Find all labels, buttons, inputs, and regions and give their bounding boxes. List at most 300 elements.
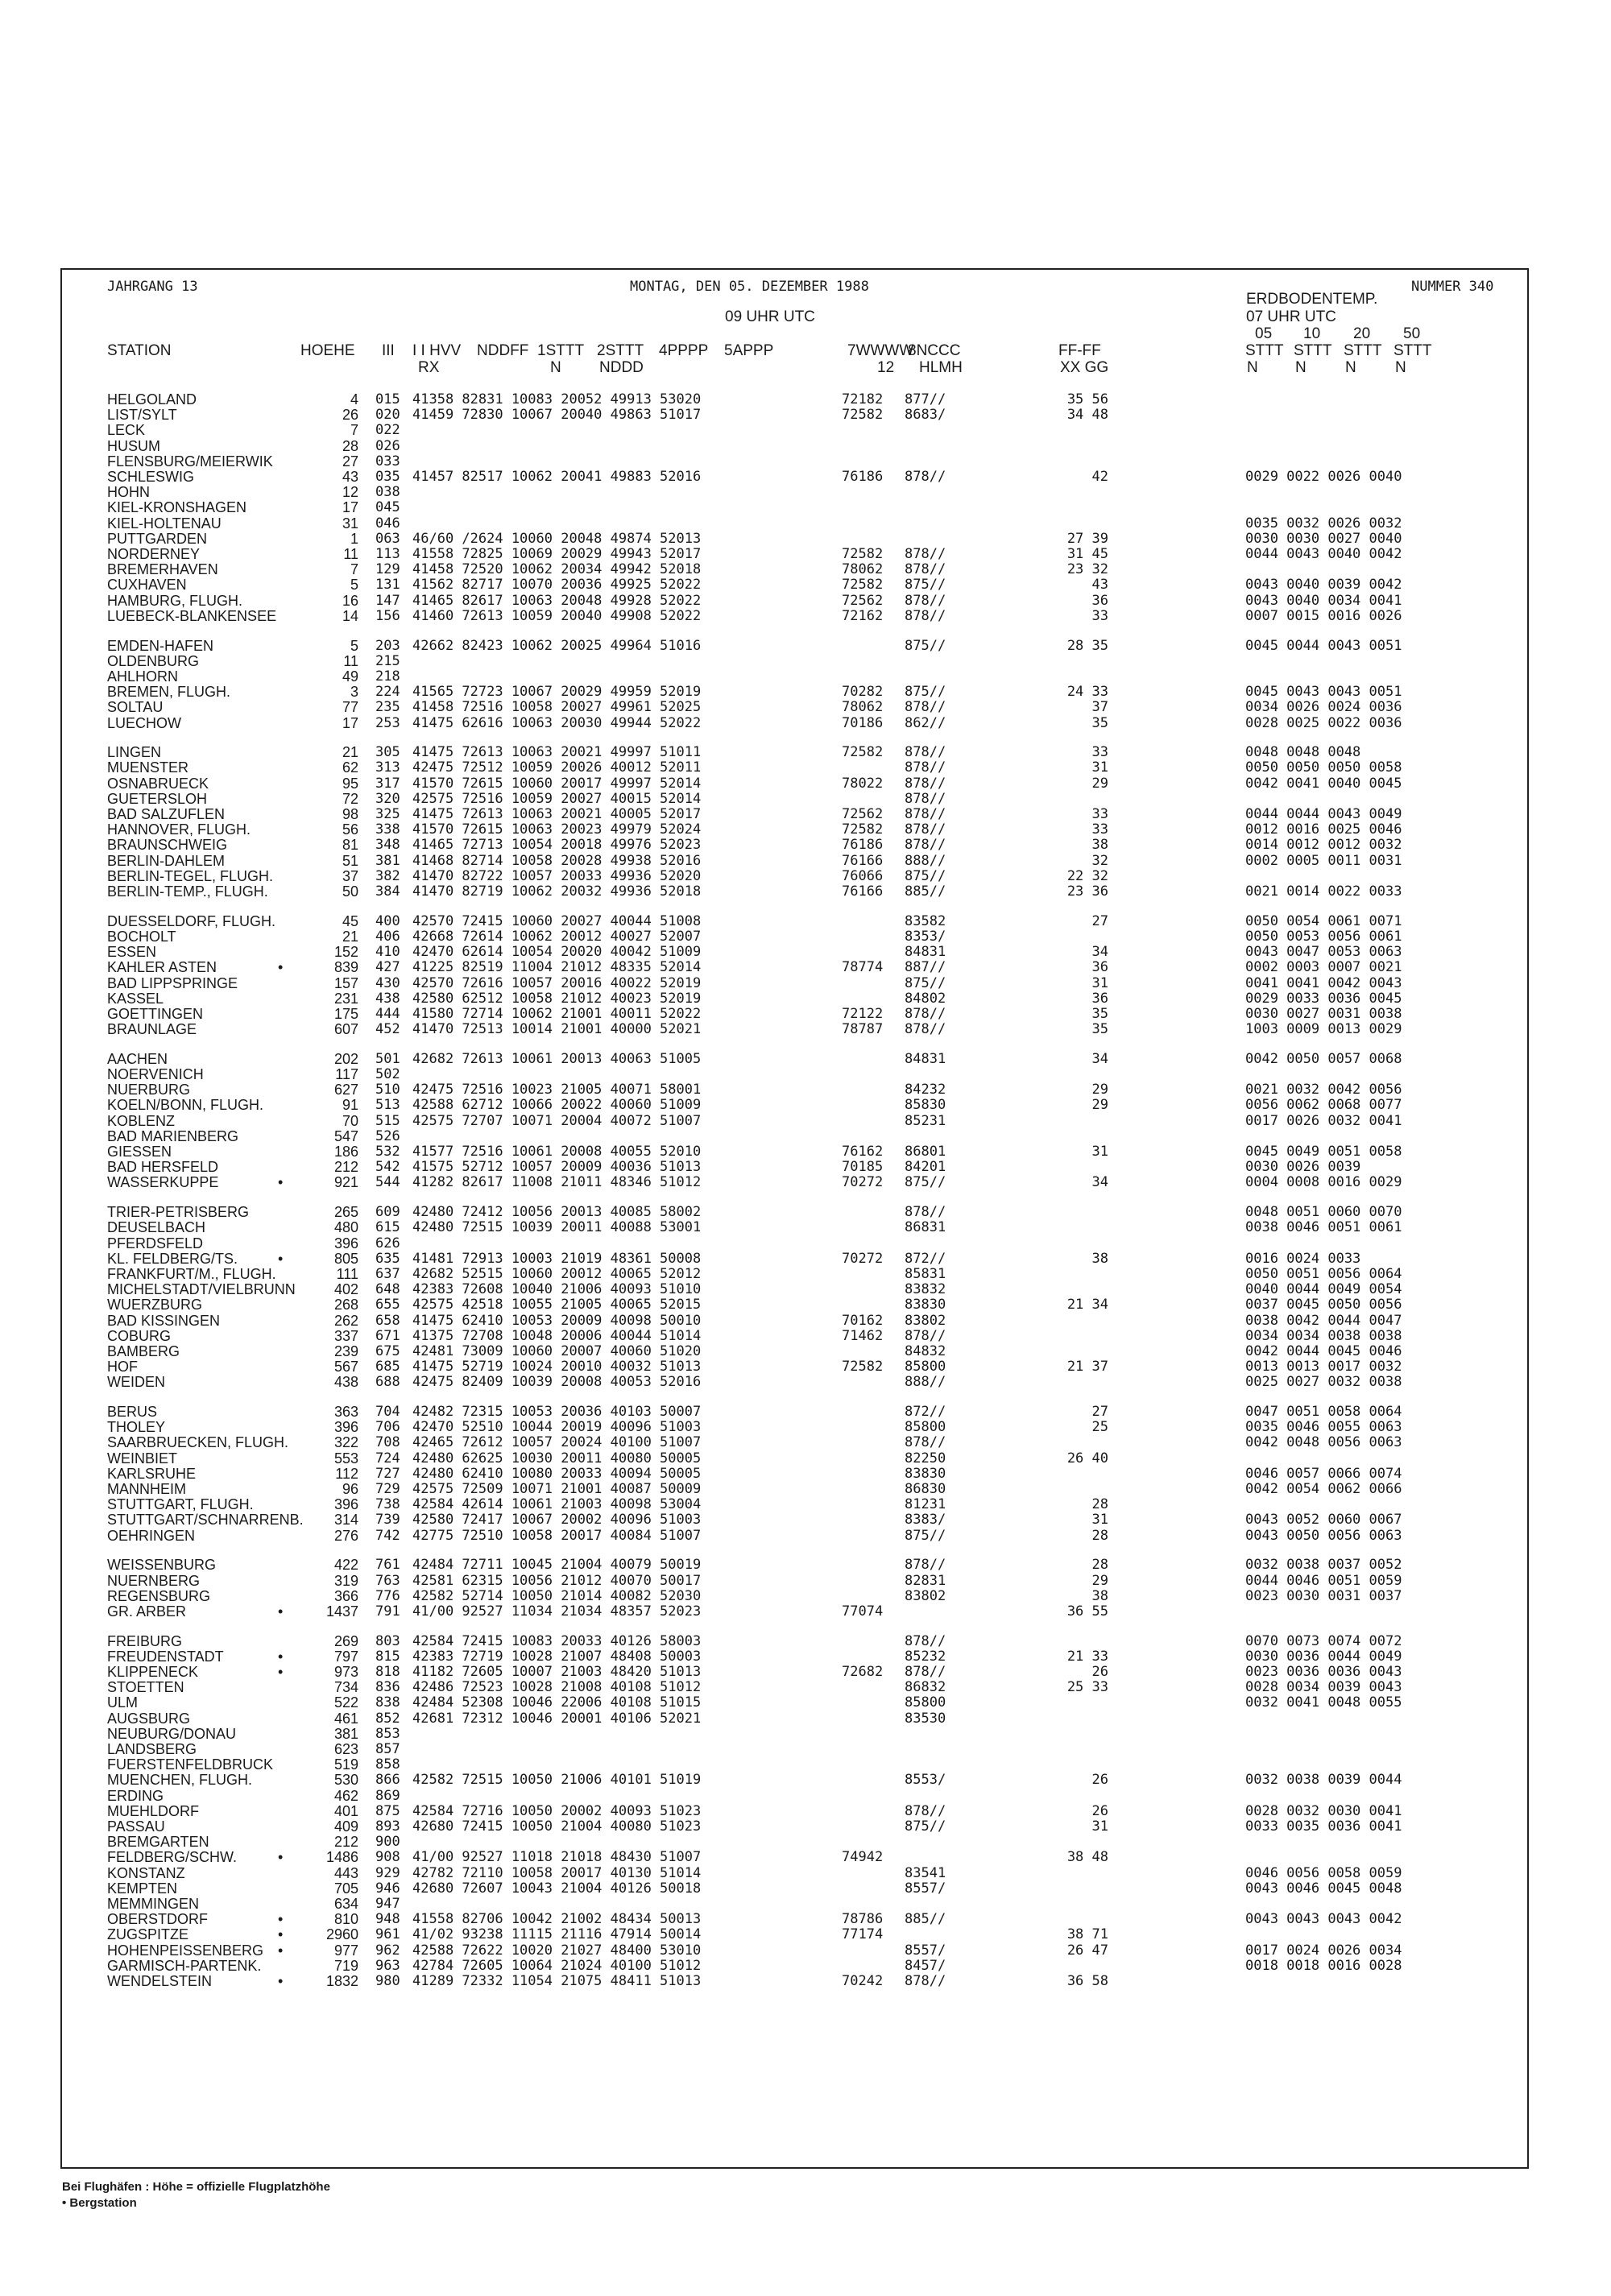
cloud-group: 85830	[905, 1097, 946, 1114]
station-name: CUXHAVEN	[107, 577, 187, 594]
weather-group: 77074	[842, 1603, 884, 1620]
soil-temperatures: 0045 0043 0043 0051	[1245, 684, 1402, 701]
station-height: 51	[342, 852, 358, 869]
synop-groups: 42584 42614 10061 21003 40098 53004	[412, 1496, 702, 1513]
station-name: HUSUM	[107, 437, 160, 454]
gust-group: 42	[1091, 469, 1108, 485]
station-id: 515	[375, 1112, 400, 1129]
cloud-group: 878//	[905, 1434, 946, 1451]
station-name: WEINBIET	[107, 1450, 178, 1467]
gust-group: 31	[1091, 974, 1108, 991]
bergstation-marker: •	[278, 1849, 284, 1866]
cloud-group: 85800	[905, 1694, 946, 1711]
station-id: 035	[375, 469, 400, 485]
soil-column-header: STTT	[1344, 342, 1382, 359]
soil-temperatures: 0042 0050 0057 0068	[1245, 1050, 1402, 1067]
station-height: 231	[333, 990, 358, 1007]
station-name: LUECHOW	[107, 714, 182, 731]
weather-group: 72162	[842, 607, 884, 624]
soil-temperatures: 0044 0044 0043 0049	[1245, 806, 1402, 822]
station-height: 319	[333, 1572, 358, 1589]
gust-group: 31 45	[1066, 546, 1108, 562]
soil-temperatures: 0050 0053 0056 0061	[1245, 928, 1402, 945]
station-id: 147	[375, 592, 400, 609]
station-id: 818	[375, 1664, 400, 1680]
gust-group: 43	[1091, 577, 1108, 594]
gust-group: 33	[1091, 806, 1108, 822]
station-id: 947	[375, 1896, 400, 1912]
station-name: GR. ARBER	[107, 1603, 187, 1620]
soil-column-header: STTT	[1294, 342, 1332, 359]
station-name: OSNABRUECK	[107, 775, 209, 792]
station-name: AUGSBURG	[107, 1710, 191, 1727]
soil-temperatures: 0034 0026 0024 0036	[1245, 699, 1402, 716]
station-height: 519	[333, 1756, 358, 1773]
cloud-group: 875//	[905, 637, 946, 654]
col-1sttt-n: N	[550, 359, 561, 376]
station-id: 688	[375, 1374, 400, 1391]
station-height: 43	[342, 469, 358, 485]
soil-temperatures: 0033 0035 0036 0041	[1245, 1818, 1402, 1835]
station-name: THOLEY	[107, 1419, 166, 1436]
station-name: KLIPPENECK	[107, 1664, 199, 1680]
soil-temperatures: 0042 0048 0056 0063	[1245, 1434, 1402, 1451]
weather-group: 76066	[842, 867, 884, 884]
soil-temperatures: 0030 0027 0031 0038	[1245, 1005, 1402, 1022]
gust-group: 36	[1091, 990, 1108, 1007]
col-8nccc-hlmh: HLMH	[919, 359, 963, 376]
station-height: 480	[333, 1219, 358, 1236]
gust-group: 35	[1091, 714, 1108, 731]
soil-temperatures: 0016 0024 0033	[1245, 1250, 1361, 1267]
station-height: 634	[333, 1896, 358, 1912]
soil-temperatures: 0034 0034 0038 0038	[1245, 1327, 1402, 1344]
station-name: BREMERHAVEN	[107, 561, 218, 578]
station-name: FLENSBURG/MEIERWIK	[107, 453, 273, 470]
station-name: PFERDSFELD	[107, 1235, 204, 1251]
station-id: 501	[375, 1050, 400, 1067]
cloud-group: 877//	[905, 391, 946, 407]
soil-temperatures: 0017 0026 0032 0041	[1245, 1112, 1402, 1129]
station-id: 648	[375, 1281, 400, 1298]
station-name: STUTTGART/SCHNARRENB.	[107, 1512, 304, 1529]
gust-group: 37	[1091, 699, 1108, 716]
station-id: 513	[375, 1097, 400, 1114]
soil-temperatures: 0014 0012 0012 0032	[1245, 837, 1402, 854]
gust-group: 25 33	[1066, 1679, 1108, 1696]
station-name: GUETERSLOH	[107, 790, 208, 807]
soil-temperatures: 0029 0033 0036 0045	[1245, 990, 1402, 1007]
col-station: STATION	[107, 342, 172, 359]
station-id: 020	[375, 407, 400, 424]
cloud-group: 84802	[905, 990, 946, 1007]
synop-groups: 41358 82831 10083 20052 49913 53020	[412, 391, 702, 407]
station-id: 658	[375, 1312, 400, 1329]
station-id: 382	[375, 867, 400, 884]
cloud-group: 84232	[905, 1082, 946, 1098]
station-height: 422	[333, 1557, 358, 1574]
station-height: 49	[342, 668, 358, 685]
station-height: 2960	[325, 1926, 358, 1943]
station-name: DUESSELDORF, FLUGH.	[107, 912, 276, 929]
synop-groups: 41225 82519 11004 21012 48335 52014	[412, 959, 702, 976]
station-id: 866	[375, 1772, 400, 1789]
station-name: ZUGSPITZE	[107, 1926, 189, 1943]
soil-temperatures: 0028 0032 0030 0041	[1245, 1802, 1402, 1819]
weather-group: 72562	[842, 806, 884, 822]
station-id: 224	[375, 684, 400, 701]
station-id: 026	[375, 437, 400, 454]
col-8nccc: 8NCCC	[908, 342, 961, 359]
cloud-group: 86831	[905, 1219, 946, 1236]
station-id: 235	[375, 699, 400, 716]
synop-groups: 42588 72622 10020 21027 48400 53010	[412, 1942, 702, 1959]
station-id: 724	[375, 1450, 400, 1467]
station-height: 627	[333, 1082, 358, 1098]
weather-group: 72582	[842, 546, 884, 562]
cloud-group: 878//	[905, 1973, 946, 1989]
cloud-group: 86830	[905, 1481, 946, 1497]
gust-group: 35	[1091, 1005, 1108, 1022]
weather-group: 74942	[842, 1849, 884, 1866]
station-name: PASSAU	[107, 1818, 165, 1835]
bergstation-marker: •	[278, 1250, 284, 1267]
station-height: 553	[333, 1450, 358, 1467]
synop-groups: 42681 72312 10046 20001 40106 52021	[412, 1710, 702, 1727]
soil-column-subheader: N	[1395, 359, 1406, 376]
station-name: BERLIN-DAHLEM	[107, 852, 226, 869]
station-id: 215	[375, 652, 400, 669]
station-height: 5	[350, 637, 358, 654]
synop-groups: 42584 72415 10083 20033 40126 58003	[412, 1632, 702, 1649]
station-height: 212	[333, 1834, 358, 1851]
soil-depth-header: 05	[1255, 325, 1273, 342]
gust-group: 35	[1091, 1021, 1108, 1038]
station-id: 948	[375, 1911, 400, 1928]
gust-group: 36	[1091, 959, 1108, 976]
weather-group: 78787	[842, 1021, 884, 1038]
soil-temperatures: 0021 0032 0042 0056	[1245, 1082, 1402, 1098]
station-height: 21	[342, 928, 358, 945]
gust-group: 36	[1091, 592, 1108, 609]
cloud-group: 82250	[905, 1450, 946, 1467]
soil-depth-header: 10	[1303, 325, 1321, 342]
weather-group: 76166	[842, 852, 884, 869]
cloud-group: 862//	[905, 714, 946, 731]
synop-groups: 42470 52510 10044 20019 40096 51003	[412, 1419, 702, 1436]
station-name: NUERBURG	[107, 1082, 191, 1098]
station-height: 152	[333, 944, 358, 961]
gust-group: 33	[1091, 607, 1108, 624]
station-height: 37	[342, 867, 358, 884]
weather-group: 77174	[842, 1926, 884, 1943]
station-name: SOLTAU	[107, 699, 164, 716]
station-height: 402	[333, 1281, 358, 1298]
station-name: GOETTINGEN	[107, 1005, 204, 1022]
station-name: BERLIN-TEGEL, FLUGH.	[107, 867, 274, 884]
gust-group: 35 56	[1066, 391, 1108, 407]
station-id: 963	[375, 1957, 400, 1974]
soil-temperatures: 0048 0051 0060 0070	[1245, 1204, 1402, 1221]
station-name: BAD LIPPSPRINGE	[107, 974, 238, 991]
cloud-group: 878//	[905, 1557, 946, 1574]
soil-temperatures: 0043 0050 0056 0063	[1245, 1527, 1402, 1544]
station-height: 381	[333, 1725, 358, 1742]
station-name: FREUDENSTADT	[107, 1648, 224, 1665]
station-height: 322	[333, 1434, 358, 1451]
station-id: 156	[375, 607, 400, 624]
bergstation-marker: •	[278, 1911, 284, 1928]
synop-groups: 42581 62315 10056 21012 40070 50017	[412, 1572, 702, 1589]
soil-temperatures: 0043 0040 0034 0041	[1245, 592, 1402, 609]
synop-groups: 42480 72515 10039 20011 40088 53001	[412, 1219, 702, 1236]
station-height: 16	[342, 592, 358, 609]
synop-groups: 42588 62712 10066 20022 40060 51009	[412, 1097, 702, 1114]
col-xxgg: XX GG	[1060, 359, 1109, 376]
weather-group: 78022	[842, 775, 884, 792]
station-height: 438	[333, 1374, 358, 1391]
station-name: MUEHLDORF	[107, 1802, 200, 1819]
station-name: HAMBURG, FLUGH.	[107, 592, 243, 609]
station-height: 31	[342, 515, 358, 532]
station-id: 015	[375, 391, 400, 407]
weather-group: 70272	[842, 1250, 884, 1267]
station-height: 973	[333, 1664, 358, 1680]
synop-groups: 41481 72913 10003 21019 48361 50008	[412, 1250, 702, 1267]
station-name: OEHRINGEN	[107, 1527, 196, 1544]
station-height: 96	[342, 1481, 358, 1497]
synop-groups: 41/00 92527 11018 21018 48430 51007	[412, 1849, 702, 1866]
station-id: 131	[375, 577, 400, 594]
station-height: 337	[333, 1327, 358, 1344]
weather-group: 70242	[842, 1973, 884, 1989]
weather-group: 76162	[842, 1144, 884, 1160]
station-id: 761	[375, 1557, 400, 1574]
soil-temperatures: 0070 0073 0074 0072	[1245, 1632, 1402, 1649]
station-id: 858	[375, 1756, 400, 1773]
cloud-group: 887//	[905, 959, 946, 976]
gust-group: 34 48	[1066, 407, 1108, 424]
soil-temperatures: 1003 0009 0013 0029	[1245, 1021, 1402, 1038]
soil-temperatures: 0043 0047 0053 0063	[1245, 944, 1402, 961]
station-id: 427	[375, 959, 400, 976]
soil-temperatures: 0002 0003 0007 0021	[1245, 959, 1402, 976]
weather-group: 70282	[842, 684, 884, 701]
gust-group: 27 39	[1066, 530, 1108, 547]
station-name: LIST/SYLT	[107, 407, 177, 424]
station-id: 685	[375, 1359, 400, 1376]
gust-group: 21 34	[1066, 1297, 1108, 1313]
col-rx: RX	[418, 359, 440, 376]
station-height: 175	[333, 1005, 358, 1022]
gust-group: 26	[1091, 1802, 1108, 1819]
station-id: 739	[375, 1512, 400, 1529]
col-hoehe: HOEHE	[300, 342, 355, 359]
date-label: MONTAG, DEN 05. DEZEMBER 1988	[630, 279, 869, 295]
synop-groups: 42668 72614 10062 20012 40027 52007	[412, 928, 702, 945]
station-name: BRAUNSCHWEIG	[107, 837, 228, 854]
cloud-group: 878//	[905, 821, 946, 838]
bergstation-marker: •	[278, 1648, 284, 1665]
station-height: 239	[333, 1342, 358, 1359]
bergstation-marker: •	[278, 1926, 284, 1943]
soil-temperatures: 0050 0051 0056 0064	[1245, 1265, 1402, 1282]
station-name: KOBLENZ	[107, 1112, 176, 1129]
station-name: NEUBURG/DONAU	[107, 1725, 237, 1742]
gust-group: 33	[1091, 821, 1108, 838]
soil-temperatures: 0056 0062 0068 0077	[1245, 1097, 1402, 1114]
cloud-group: 878//	[905, 806, 946, 822]
station-id: 706	[375, 1419, 400, 1436]
station-id: 317	[375, 775, 400, 792]
station-name: WEISSENBURG	[107, 1557, 217, 1574]
weather-group: 72582	[842, 821, 884, 838]
cloud-group: 878//	[905, 775, 946, 792]
station-height: 17	[342, 714, 358, 731]
soil-column-subheader: N	[1247, 359, 1258, 376]
station-id: 900	[375, 1834, 400, 1851]
cloud-group: 8557/	[905, 1880, 946, 1897]
cloud-group: 878//	[905, 1204, 946, 1221]
soil-temperatures: 0032 0038 0037 0052	[1245, 1557, 1402, 1574]
col-2sttt: 2STTT	[597, 342, 644, 359]
col-ffff: FF-FF	[1058, 342, 1101, 359]
station-name: BOCHOLT	[107, 928, 176, 945]
station-id: 838	[375, 1694, 400, 1711]
station-id: 045	[375, 499, 400, 516]
soil-temperatures: 0030 0030 0027 0040	[1245, 530, 1402, 547]
soil-temperatures: 0046 0056 0058 0059	[1245, 1864, 1402, 1881]
station-height: 81	[342, 837, 358, 854]
station-height: 607	[333, 1021, 358, 1038]
cloud-group: 86832	[905, 1679, 946, 1696]
station-height: 91	[342, 1097, 358, 1114]
gust-group: 23 32	[1066, 561, 1108, 578]
synop-groups: 41558 82706 10042 21002 48434 50013	[412, 1911, 702, 1928]
cloud-group: 8553/	[905, 1772, 946, 1789]
soil-temperatures: 0050 0050 0050 0058	[1245, 759, 1402, 776]
gust-group: 26 47	[1066, 1942, 1108, 1959]
station-height: 17	[342, 499, 358, 516]
station-id: 893	[375, 1818, 400, 1835]
station-height: 623	[333, 1741, 358, 1757]
station-name: BERUS	[107, 1404, 158, 1420]
station-id: 430	[375, 974, 400, 991]
bergstation-marker: •	[278, 1603, 284, 1620]
cloud-group: 878//	[905, 1021, 946, 1038]
station-name: WUERZBURG	[107, 1297, 202, 1313]
station-id: 708	[375, 1434, 400, 1451]
station-height: 56	[342, 821, 358, 838]
station-name: BAD MARIENBERG	[107, 1127, 239, 1144]
cloud-group: 83802	[905, 1312, 946, 1329]
station-name: COBURG	[107, 1327, 172, 1344]
station-id: 129	[375, 561, 400, 578]
soil-temperatures: 0048 0048 0048	[1245, 744, 1361, 761]
gust-group: 26 40	[1066, 1450, 1108, 1467]
station-height: 805	[333, 1250, 358, 1267]
soil-temp-title: ERDBODENTEMP.	[1246, 291, 1378, 308]
soil-temperatures: 0030 0026 0039	[1245, 1159, 1361, 1176]
station-height: 547	[333, 1127, 358, 1144]
bergstation-marker: •	[278, 1664, 284, 1680]
station-height: 5	[350, 577, 358, 594]
cloud-group: 878//	[905, 790, 946, 807]
station-height: 719	[333, 1957, 358, 1974]
gust-group: 38	[1091, 1250, 1108, 1267]
station-height: 396	[333, 1496, 358, 1513]
soil-temperatures: 0025 0027 0032 0038	[1245, 1374, 1402, 1391]
station-id: 671	[375, 1327, 400, 1344]
weather-group: 70162	[842, 1312, 884, 1329]
synop-groups: 41475 72613 10063 20021 40005 52017	[412, 806, 702, 822]
station-name: BAD HERSFELD	[107, 1159, 219, 1176]
synop-groups: 42383 72608 10040 21006 40093 51010	[412, 1281, 702, 1298]
station-height: 401	[333, 1802, 358, 1819]
weather-group: 72582	[842, 1359, 884, 1376]
station-name: FREIBURG	[107, 1632, 183, 1649]
soil-temperatures: 0029 0022 0026 0040	[1245, 469, 1402, 485]
soil-temperatures: 0045 0049 0051 0058	[1245, 1144, 1402, 1160]
station-height: 366	[333, 1587, 358, 1604]
station-id: 626	[375, 1235, 400, 1251]
station-height: 98	[342, 806, 358, 822]
station-name: BRAUNLAGE	[107, 1021, 197, 1038]
synop-groups: 42775 72510 10058 20017 40084 51007	[412, 1527, 702, 1544]
cloud-group: 82831	[905, 1572, 946, 1589]
station-height: 3	[350, 684, 358, 701]
cloud-group: 878//	[905, 759, 946, 776]
station-name: KASSEL	[107, 990, 164, 1007]
synop-groups: 46/60 /2624 10060 20048 49874 52013	[412, 530, 702, 547]
weather-group: 78062	[842, 561, 884, 578]
gust-group: 26	[1091, 1772, 1108, 1789]
soil-column-header: STTT	[1245, 342, 1284, 359]
synop-groups: 42486 72523 10028 21008 40108 51012	[412, 1679, 702, 1696]
cloud-group: 878//	[905, 1005, 946, 1022]
synop-groups: 42465 72612 10057 20024 40100 51007	[412, 1434, 702, 1451]
cloud-group: 872//	[905, 1404, 946, 1420]
gust-group: 36 58	[1066, 1973, 1108, 1989]
cloud-group: 885//	[905, 883, 946, 900]
cloud-group: 875//	[905, 1174, 946, 1191]
soil-column-header: STTT	[1394, 342, 1432, 359]
cloud-group: 84831	[905, 944, 946, 961]
synop-groups: 42575 72707 10071 20004 40072 51007	[412, 1112, 702, 1129]
soil-temperatures: 0045 0044 0043 0051	[1245, 637, 1402, 654]
synop-groups: 41475 62410 10053 20009 40098 50010	[412, 1312, 702, 1329]
station-height: 186	[333, 1144, 358, 1160]
cloud-group: 872//	[905, 1250, 946, 1267]
gust-group: 22 32	[1066, 867, 1108, 884]
cloud-group: 878//	[905, 561, 946, 578]
station-id: 869	[375, 1787, 400, 1804]
cloud-group: 84831	[905, 1050, 946, 1067]
station-height: 409	[333, 1818, 358, 1835]
station-name: BREMEN, FLUGH.	[107, 684, 231, 701]
station-name: KEMPTEN	[107, 1880, 178, 1897]
soil-temperatures: 0037 0045 0050 0056	[1245, 1297, 1402, 1313]
synop-groups: 41458 72516 10058 20027 49961 52025	[412, 699, 702, 716]
synop-groups: 42682 72613 10061 20013 40063 51005	[412, 1050, 702, 1067]
soil-temperatures: 0050 0054 0061 0071	[1245, 912, 1402, 929]
synop-groups: 41468 82714 10058 20028 49938 52016	[412, 852, 702, 869]
cloud-group: 875//	[905, 867, 946, 884]
station-id: 635	[375, 1250, 400, 1267]
cloud-group: 875//	[905, 1818, 946, 1835]
cloud-group: 888//	[905, 852, 946, 869]
station-id: 444	[375, 1005, 400, 1022]
